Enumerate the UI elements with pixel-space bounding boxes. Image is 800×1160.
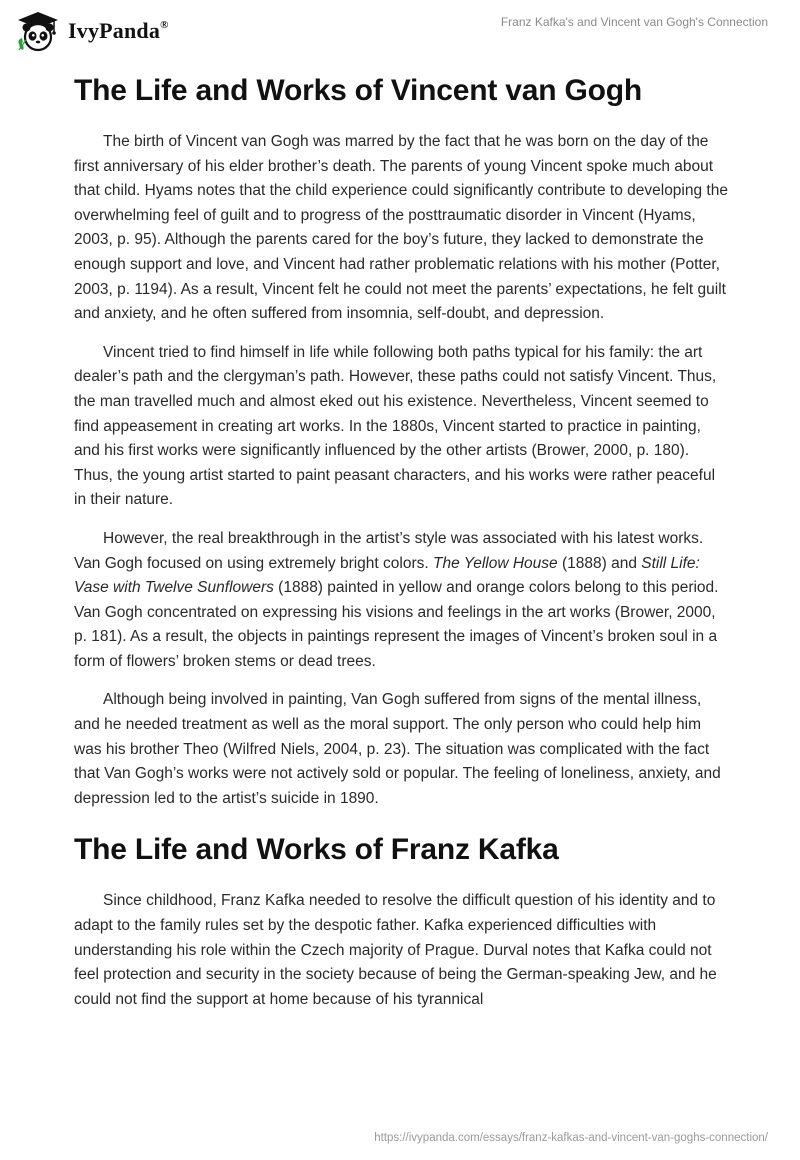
- paragraph: Since childhood, Franz Kafka needed to resolve the difficult question of his identity and to adapt to the family rules set by the despotic father. Kafka experienced difficulties with understanding his role within the Czech majority of Prague. Durval notes that Kafka could not feel protection and security in the society because of being the German-speaking Jew, and he could not find the support at home because of his tyrannical: [74, 892, 717, 1008]
- paragraph-text: (1888) and: [557, 554, 642, 572]
- ivypanda-logo[interactable]: [14, 10, 169, 52]
- essay-content: [74, 68, 728, 1026]
- document-title: Franz Kafka's and Vincent van Gogh's Connection: [500, 15, 768, 29]
- section-heading-van-gogh: The Life and Works of Vincent van Gogh: [74, 74, 643, 107]
- paragraph: The birth of Vincent van Gogh was marred by the fact that he was born on the day of the first anniversary of his elder brother’s death. The parents of young Vincent spoke much about that child. Hyams notes that the child experience could significantly contribute to developing the overwhelming feel of guilt and to progress of the posttraumatic disorder in Vincent (Hyams, 2003, p. 95). Although the parents cared for the boy’s future, they lacked to demonstrate the enough support and love, and Vincent had rather problematic relations with his mother (Potter, 2003, p. 1194). As a result, Vincent felt he could not meet the parents’ expectations, he felt guilt and anxiety, and he often suffered from insomnia, self-doubt, and depression.: [74, 133, 728, 323]
- registered-mark: ®: [160, 18, 169, 31]
- paragraph: [74, 527, 728, 675]
- panda-graduate-icon: [14, 10, 62, 52]
- paragraph: Although being involved in painting, Van Gogh suffered from signs of the mental illness, and he needed treatment as well as the moral support. The only person who could help him was his brother Theo (Wilfred Niels, 2004, p. 23). The situation was complicated with the fact that Van Gogh’s works were not actively sold or popular. The feeling of loneliness, anxiety, and depression led to the artist’s suicide in 1890.: [74, 691, 721, 807]
- paragraph-text: However, the real breakthrough in the artist’s style was associated with his latest works. Van Gogh focused on using extremely bright colors.: [74, 529, 704, 572]
- brand-name: IvyPanda®: [68, 18, 169, 43]
- page-header: [0, 0, 800, 62]
- section-heading-kafka: The Life and Works of Franz Kafka: [74, 833, 559, 867]
- paragraph: Vincent tried to find himself in life while following both paths typical for his family: the art dealer’s path and the clergyman’s path. However, these paths could not satisfy Vincent. Thus, the man travelled much and almost eked out his existence. Nevertheless, Vincent seemed to find appeasement in creating art works. In the 1880s, Vincent started to practice in painting, and his first works were significantly influenced by the other artists (Brower, 2000, p. 180). Thus, the young artist started to paint peasant characters, and his works were rather peaceful in their nature.: [74, 343, 717, 509]
- source-url-link[interactable]: https://ivypanda.com/essays/franz-kafkas-and-vincent-van-goghs-connection/: [374, 1132, 768, 1144]
- painting-title-yellow-house: The Yellow House: [433, 554, 558, 572]
- paragraph-text: (1888) painted in yellow and orange colors belong to this period. Van Gogh concentrated on expressing his visions and feelings in the art works (Brower, 2000, p. 181). As a result, the objects in paintings represent the images of Vincent’s broken soul in a form of flowers’ broken stems or dead trees.: [74, 579, 719, 670]
- painting-title-sunflowers: Still Life: Vase with Twelve Sunflowers: [74, 554, 700, 597]
